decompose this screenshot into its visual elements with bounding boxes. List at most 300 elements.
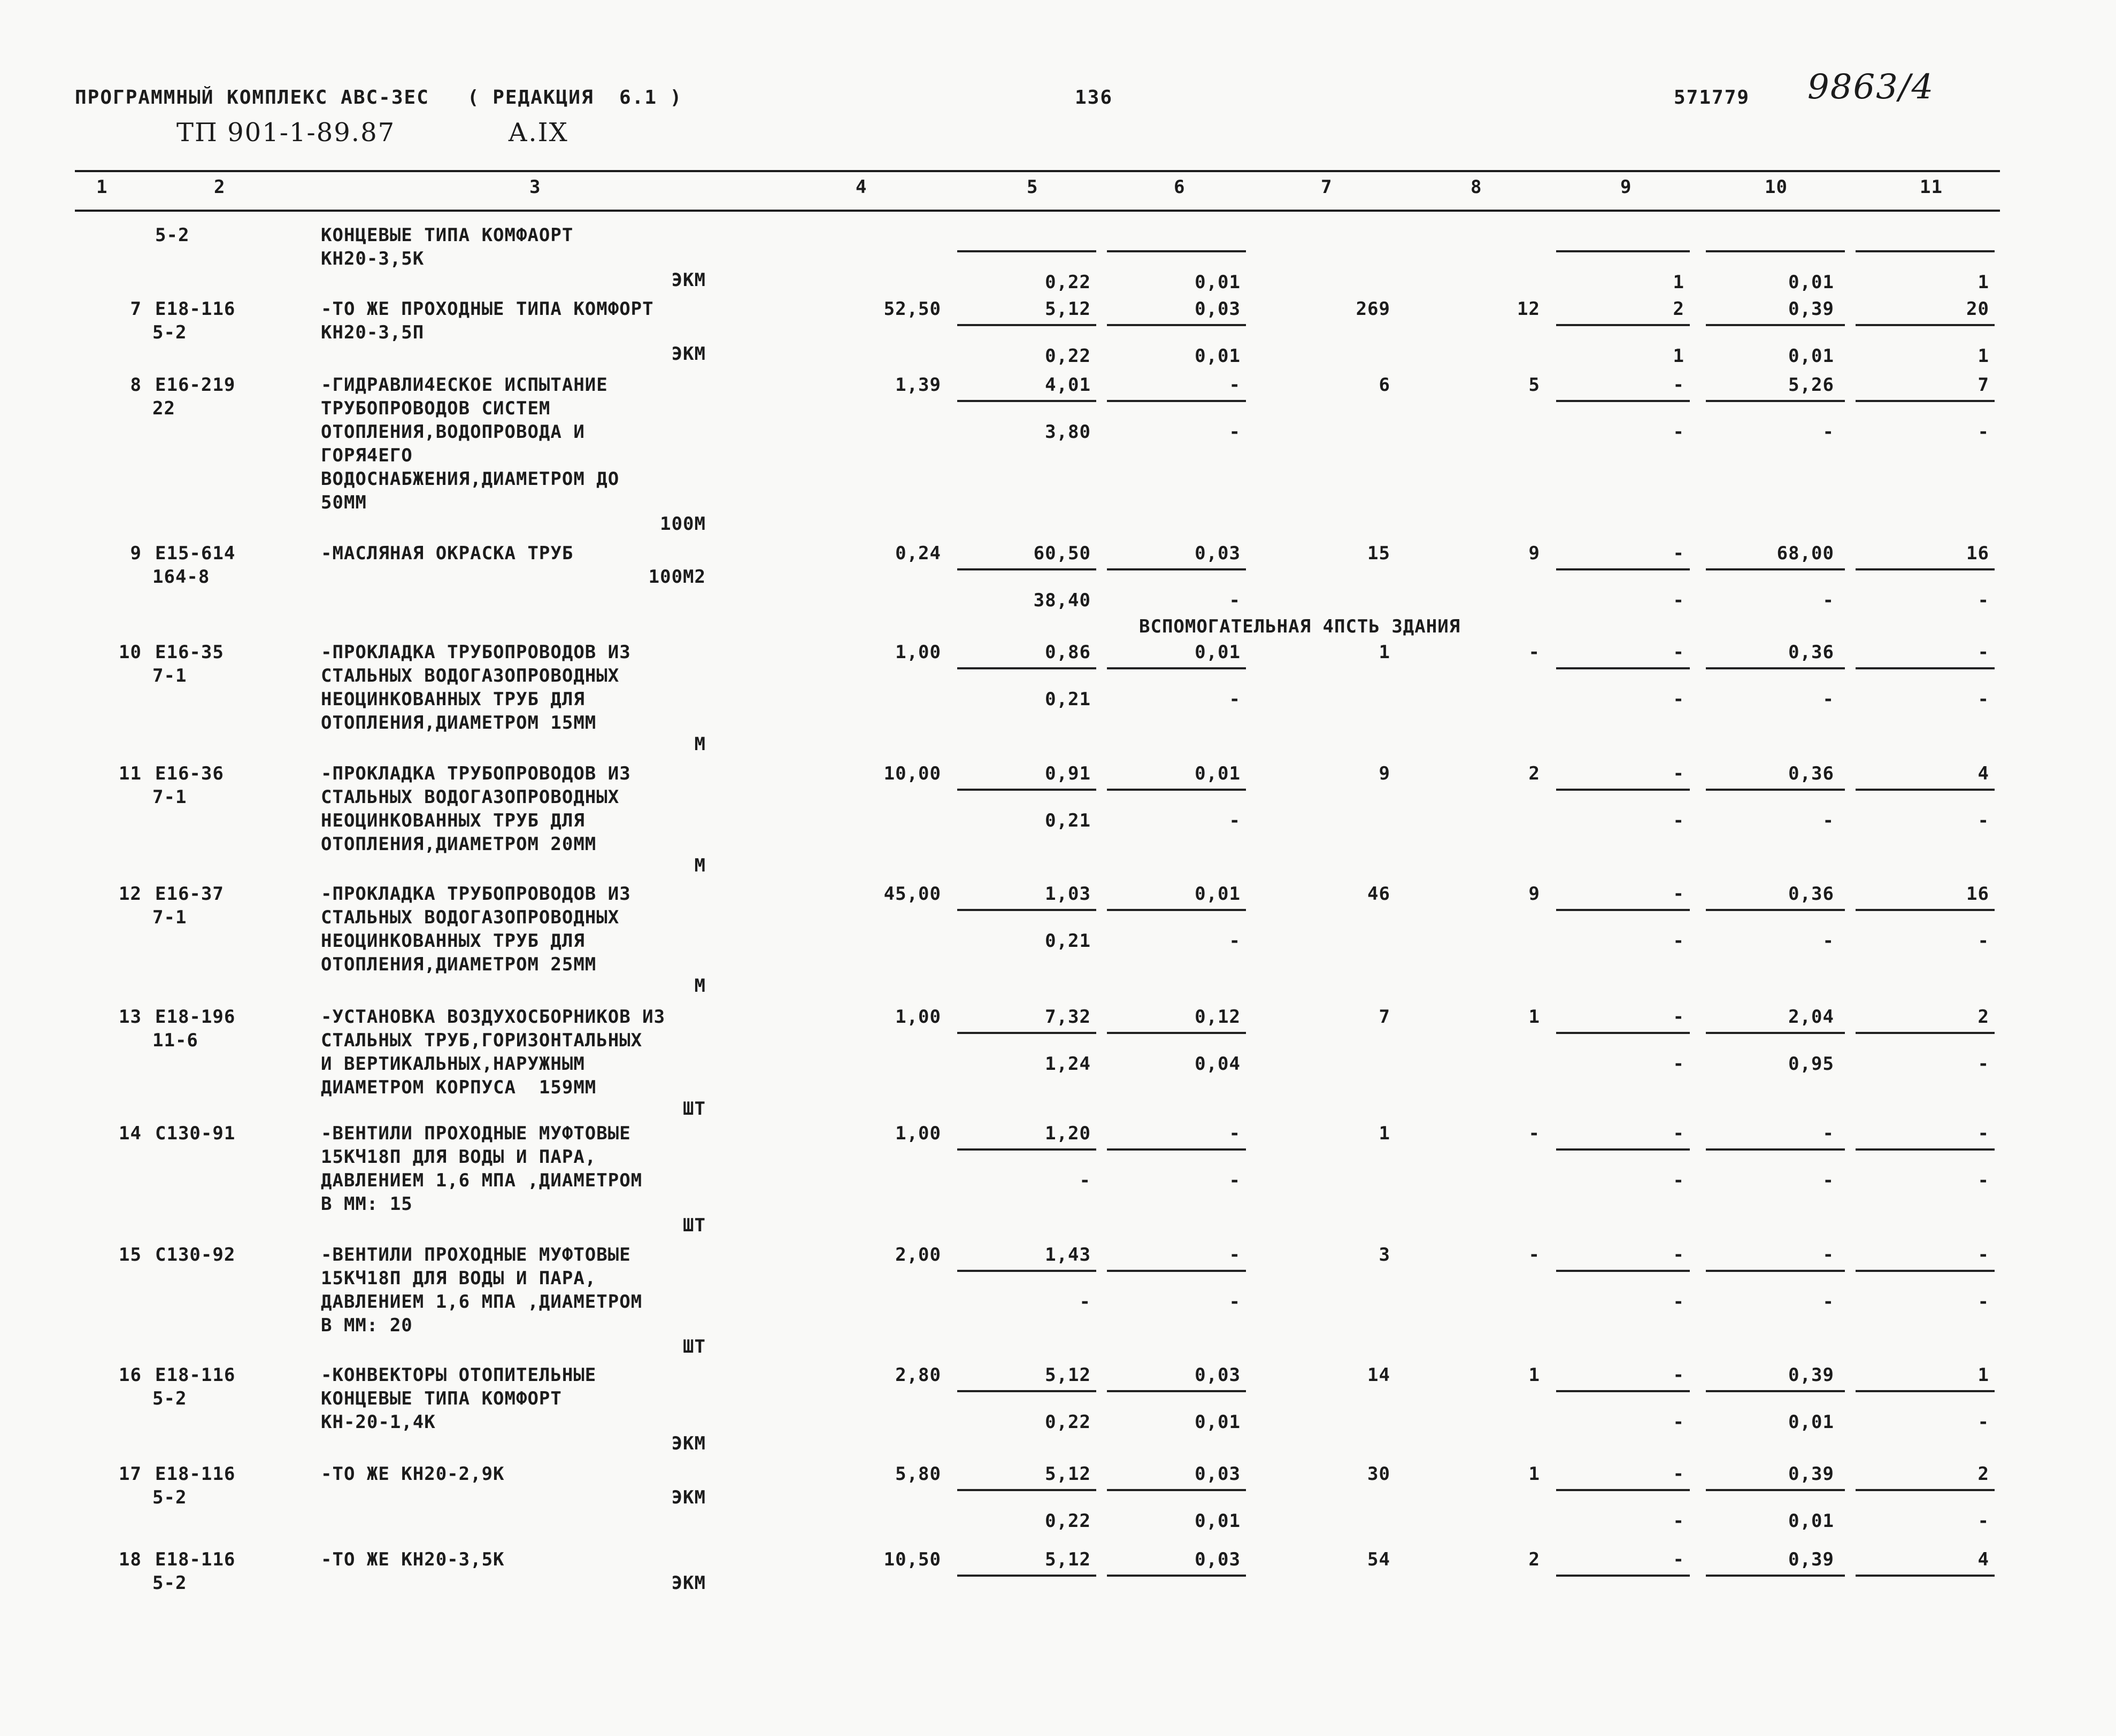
cell-c6-bottom: 0,04 — [1195, 1053, 1241, 1075]
cell-c5-divider — [957, 1148, 1096, 1151]
cell-c6-bottom: - — [1229, 930, 1241, 952]
cell-c6-divider — [1107, 909, 1246, 911]
cell-c10-top: 2,04 — [1788, 1006, 1834, 1028]
cell-c9-top: - — [1673, 1463, 1684, 1485]
cell-c5-top: 4,01 — [1045, 374, 1091, 396]
cell-c5-divider — [957, 1032, 1096, 1034]
row-code: 11-6 — [152, 1030, 198, 1051]
row-code: Е16-35 — [155, 642, 224, 663]
row-number: 16 — [119, 1364, 142, 1386]
cell-c6-bottom: 0,01 — [1195, 345, 1241, 367]
row-number: 12 — [119, 883, 142, 905]
row-unit: 100М — [660, 513, 706, 535]
cell-c9-top: - — [1673, 642, 1684, 663]
cell-c9-divider — [1556, 324, 1690, 326]
cell-c10-top: 5,26 — [1788, 374, 1834, 396]
row-code: 7-1 — [152, 665, 187, 686]
cell-c11-top: 16 — [1966, 543, 1989, 564]
row-description: В ММ: 15 — [321, 1193, 413, 1215]
row-number: 13 — [119, 1006, 142, 1028]
row-description: КОНЦЕВЫЕ ТИПА КОМФОРТ — [321, 1388, 562, 1409]
row-quantity: 0,24 — [895, 543, 941, 564]
cell-c5-bottom: 0,22 — [1045, 1510, 1091, 1532]
row-code: Е18-116 — [155, 1549, 236, 1570]
column-header-8: 8 — [1471, 176, 1482, 198]
row-description: -УСТАНОВКА ВОЗДУХОСБОРНИКОВ ИЗ — [321, 1006, 666, 1028]
cell-c11-divider — [1856, 1148, 1995, 1151]
row-description: -МАСЛЯНАЯ ОКРАСКА ТРУБ — [321, 543, 574, 564]
cell-c5-bottom: 1,24 — [1045, 1053, 1091, 1075]
cell-c5-divider — [957, 1575, 1096, 1577]
cell-c6-divider — [1107, 250, 1246, 252]
row-quantity: 10,00 — [883, 763, 941, 784]
cell-c9-bottom: - — [1673, 1053, 1684, 1075]
row-unit: ЭКМ — [671, 269, 706, 291]
cell-c5-top: 1,20 — [1045, 1123, 1091, 1144]
cell-c7: 30 — [1367, 1463, 1390, 1485]
cell-c6-divider — [1107, 1575, 1246, 1577]
cell-c6-divider — [1107, 1270, 1246, 1272]
column-header-6: 6 — [1174, 176, 1186, 198]
row-code: С130-92 — [155, 1244, 236, 1266]
cell-c6-bottom: - — [1229, 590, 1241, 611]
row-description: ОТОПЛЕНИЯ,ДИАМЕТРОМ 25ММ — [321, 954, 597, 975]
section-note: ВСПОМОГАТЕЛЬНАЯ 4ПСТЬ ЗДАНИЯ — [1139, 616, 1461, 637]
cell-c5-bottom: 0,21 — [1045, 810, 1091, 831]
column-header-11: 11 — [1920, 176, 1943, 198]
cell-c8: 1 — [1528, 1364, 1540, 1386]
cell-c7: 1 — [1379, 642, 1390, 663]
row-code: 5-2 — [152, 1388, 187, 1409]
cell-c10-divider — [1706, 789, 1845, 791]
column-header-1: 1 — [96, 176, 108, 198]
cell-c9-top: - — [1673, 1549, 1684, 1570]
row-description: ОТОПЛЕНИЯ,ДИАМЕТРОМ 15ММ — [321, 712, 597, 734]
row-description: И ВЕРТИКАЛЬНЫХ,НАРУЖНЫМ — [321, 1053, 585, 1075]
row-description: В ММ: 20 — [321, 1315, 413, 1336]
cell-c10-bottom: 0,01 — [1788, 1411, 1834, 1433]
column-header-5: 5 — [1027, 176, 1038, 198]
cell-c11-bottom: - — [1978, 1053, 1989, 1075]
cell-c10-divider — [1706, 667, 1845, 669]
cell-c6-top: - — [1229, 1244, 1241, 1266]
cell-c11-bottom: - — [1978, 1291, 1989, 1313]
cell-c11-bottom: - — [1978, 1411, 1989, 1433]
cell-c9-divider — [1556, 250, 1690, 252]
row-description: 15КЧ18П ДЛЯ ВОДЫ И ПАРА, — [321, 1146, 597, 1168]
row-code: Е16-219 — [155, 374, 236, 396]
cell-c6-divider — [1107, 324, 1246, 326]
cell-c10-top: 0,39 — [1788, 1364, 1834, 1386]
row-description: 15КЧ18П ДЛЯ ВОДЫ И ПАРА, — [321, 1268, 597, 1289]
row-code: Е18-116 — [155, 298, 236, 320]
cell-c10-bottom: 0,95 — [1788, 1053, 1834, 1075]
handwritten-note: 9863/4 — [1807, 67, 1935, 107]
row-code: 7-1 — [152, 786, 187, 808]
cell-c10-divider — [1706, 250, 1845, 252]
cell-c11-bottom: - — [1978, 1510, 1989, 1532]
row-quantity: 1,00 — [895, 1006, 941, 1028]
cell-c5-divider — [957, 400, 1096, 402]
row-description: КН20-3,5П — [321, 322, 425, 343]
row-number: 7 — [130, 298, 142, 320]
cell-c9-bottom: - — [1673, 590, 1684, 611]
cell-c9-bottom: 1 — [1673, 272, 1684, 293]
cell-c11-top: 7 — [1978, 374, 1989, 396]
cell-c11-divider — [1856, 1390, 1995, 1392]
cell-c6-divider — [1107, 568, 1246, 570]
row-description: НЕОЦИНКОВАННЫХ ТРУБ ДЛЯ — [321, 689, 585, 710]
row-code: Е18-116 — [155, 1364, 236, 1386]
row-number: 10 — [119, 642, 142, 663]
row-code: 7-1 — [152, 907, 187, 928]
row-description: ДИАМЕТРОМ КОРПУСА 159ММ — [321, 1077, 597, 1098]
cell-c11-top: - — [1978, 642, 1989, 663]
cell-c9-top: - — [1673, 763, 1684, 784]
row-description: -ПРОКЛАДКА ТРУБОПРОВОДОВ ИЗ — [321, 763, 631, 784]
cell-c10-top: 0,36 — [1788, 763, 1834, 784]
top-rule — [75, 170, 2000, 172]
cell-c7: 54 — [1367, 1549, 1390, 1570]
cell-c6-top: 0,03 — [1195, 298, 1241, 320]
cell-c11-top: 2 — [1978, 1006, 1989, 1028]
row-description: ДАВЛЕНИЕМ 1,6 МПА ,ДИАМЕТРОМ — [321, 1170, 643, 1191]
cell-c8: 2 — [1528, 1549, 1540, 1570]
cell-c10-bottom: - — [1822, 421, 1834, 443]
row-description: ТРУБОПРОВОДОВ СИСТЕМ — [321, 398, 551, 419]
row-code: Е15-614 — [155, 543, 236, 564]
cell-c5-top: 5,12 — [1045, 1364, 1091, 1386]
cell-c5-divider — [957, 667, 1096, 669]
cell-c9-top: - — [1673, 1123, 1684, 1144]
row-code: Е16-36 — [155, 763, 224, 784]
cell-c11-bottom: - — [1978, 689, 1989, 710]
row-code: 164-8 — [152, 566, 210, 588]
cell-c6-top: 0,01 — [1195, 763, 1241, 784]
cell-c6-top: 0,03 — [1195, 543, 1241, 564]
row-description: -ВЕНТИЛИ ПРОХОДНЫЕ МУФТОВЫЕ — [321, 1244, 631, 1266]
cell-c11-bottom: 1 — [1978, 272, 1989, 293]
cell-c5-top: 1,03 — [1045, 883, 1091, 905]
cell-c9-bottom: - — [1673, 1170, 1684, 1191]
cell-c5-bottom: 0,22 — [1045, 345, 1091, 367]
cell-c9-top: - — [1673, 374, 1684, 396]
cell-c10-divider — [1706, 909, 1845, 911]
row-description: -ПРОКЛАДКА ТРУБОПРОВОДОВ ИЗ — [321, 883, 631, 905]
cell-c11-divider — [1856, 1489, 1995, 1491]
row-description: -ТО ЖЕ КН20-2,9К — [321, 1463, 505, 1485]
cell-c5-bottom: 38,40 — [1033, 590, 1091, 611]
row-quantity: 2,80 — [895, 1364, 941, 1386]
album-code: А.IX — [508, 118, 568, 148]
cell-c6-bottom: - — [1229, 1291, 1241, 1313]
cell-c9-divider — [1556, 568, 1690, 570]
cell-c9-bottom: - — [1673, 1510, 1684, 1532]
cell-c5-divider — [957, 568, 1096, 570]
cell-c7: 1 — [1379, 1123, 1390, 1144]
row-quantity: 1,39 — [895, 374, 941, 396]
cell-c10-bottom: - — [1822, 810, 1834, 831]
row-description: 50ММ — [321, 492, 367, 513]
cell-c6-top: 0,03 — [1195, 1364, 1241, 1386]
cell-c5-top: 0,91 — [1045, 763, 1091, 784]
cell-c10-bottom: 0,01 — [1788, 345, 1834, 367]
cell-c9-divider — [1556, 1032, 1690, 1034]
cell-c10-top: 0,39 — [1788, 1549, 1834, 1570]
cell-c11-top: 4 — [1978, 763, 1989, 784]
cell-c10-bottom: - — [1822, 1170, 1834, 1191]
cell-c8: 5 — [1528, 374, 1540, 396]
cell-c5-bottom: - — [1079, 1170, 1091, 1191]
cell-c6-divider — [1107, 1148, 1246, 1151]
cell-c6-divider — [1107, 789, 1246, 791]
cell-c9-divider — [1556, 1489, 1690, 1491]
cell-c5-divider — [957, 324, 1096, 326]
cell-c8: - — [1528, 1123, 1540, 1144]
row-unit: ШТ — [683, 1215, 706, 1236]
cell-c10-divider — [1706, 1148, 1845, 1151]
cell-c9-divider — [1556, 1575, 1690, 1577]
cell-c11-divider — [1856, 909, 1995, 911]
cell-c6-bottom: 0,01 — [1195, 272, 1241, 293]
cell-c10-divider — [1706, 568, 1845, 570]
cell-c11-divider — [1856, 250, 1995, 252]
cell-c9-divider — [1556, 1148, 1690, 1151]
row-description: -ВЕНТИЛИ ПРОХОДНЫЕ МУФТОВЫЕ — [321, 1123, 631, 1144]
row-description: КОНЦЕВЫЕ ТИПА КОМФАОРТ — [321, 225, 574, 246]
column-header-10: 10 — [1765, 176, 1788, 198]
cell-c11-bottom: - — [1978, 590, 1989, 611]
cell-c6-bottom: - — [1229, 421, 1241, 443]
cell-c5-divider — [957, 1270, 1096, 1272]
column-header-4: 4 — [856, 176, 867, 198]
program-title: ПРОГРАММНЫЙ КОМПЛЕКС АВС-3ЕС ( РЕДАКЦИЯ 6.1 ) — [75, 87, 683, 109]
cell-c10-top: 0,36 — [1788, 642, 1834, 663]
row-unit: ЭКМ — [671, 1487, 706, 1508]
row-code: 5-2 — [152, 322, 187, 343]
cell-c6-bottom: 0,01 — [1195, 1411, 1241, 1433]
cell-c6-top: - — [1229, 1123, 1241, 1144]
cell-c6-divider — [1107, 1489, 1246, 1491]
cell-c9-divider — [1556, 1390, 1690, 1392]
cell-c11-top: 20 — [1966, 298, 1989, 320]
row-description: НЕОЦИНКОВАННЫХ ТРУБ ДЛЯ — [321, 810, 585, 831]
cell-c9-bottom: - — [1673, 689, 1684, 710]
row-code: 5-2 — [155, 225, 190, 246]
row-description: ОТОПЛЕНИЯ,ДИАМЕТРОМ 20ММ — [321, 834, 597, 855]
cell-c7: 6 — [1379, 374, 1390, 396]
cell-c11-bottom: - — [1978, 810, 1989, 831]
cell-c11-top: 2 — [1978, 1463, 1989, 1485]
cell-c11-bottom: - — [1978, 421, 1989, 443]
cell-c6-top: 0,01 — [1195, 642, 1241, 663]
row-description: КН20-3,5К — [321, 248, 425, 269]
cell-c9-divider — [1556, 667, 1690, 669]
row-code: Е16-37 — [155, 883, 224, 905]
cell-c10-divider — [1706, 400, 1845, 402]
cell-c5-divider — [957, 1390, 1096, 1392]
row-quantity: 1,00 — [895, 1123, 941, 1144]
cell-c7: 7 — [1379, 1006, 1390, 1028]
cell-c11-divider — [1856, 789, 1995, 791]
row-number: 11 — [119, 763, 142, 784]
cell-c11-top: - — [1978, 1244, 1989, 1266]
cell-c5-divider — [957, 1489, 1096, 1491]
cell-c5-bottom: 0,21 — [1045, 689, 1091, 710]
cell-c9-divider — [1556, 909, 1690, 911]
cell-c10-divider — [1706, 1270, 1845, 1272]
row-description: -КОНВЕКТОРЫ ОТОПИТЕЛЬНЫЕ — [321, 1364, 597, 1386]
cell-c11-bottom: - — [1978, 1170, 1989, 1191]
row-unit: ЭКМ — [671, 1433, 706, 1454]
row-unit: ЭКМ — [671, 343, 706, 365]
cell-c5-top: 60,50 — [1033, 543, 1091, 564]
row-number: 17 — [119, 1463, 142, 1485]
cell-c10-top: 68,00 — [1776, 543, 1834, 564]
row-number: 15 — [119, 1244, 142, 1266]
cell-c10-bottom: - — [1822, 590, 1834, 611]
cell-c10-top: - — [1822, 1244, 1834, 1266]
cell-c6-bottom: - — [1229, 689, 1241, 710]
cell-c8: 9 — [1528, 883, 1540, 905]
row-quantity: 2,00 — [895, 1244, 941, 1266]
cell-c5-bottom: 0,22 — [1045, 272, 1091, 293]
cell-c11-divider — [1856, 400, 1995, 402]
cell-c6-divider — [1107, 667, 1246, 669]
row-quantity: 10,50 — [883, 1549, 941, 1570]
page-number: 136 — [1075, 87, 1113, 109]
cell-c8: 2 — [1528, 763, 1540, 784]
cell-c6-divider — [1107, 1032, 1246, 1034]
cell-c5-divider — [957, 789, 1096, 791]
column-header-3: 3 — [529, 176, 541, 198]
cell-c5-bottom: 0,22 — [1045, 1411, 1091, 1433]
cell-c7: 46 — [1367, 883, 1390, 905]
cell-c11-divider — [1856, 1270, 1995, 1272]
cell-c6-top: - — [1229, 374, 1241, 396]
cell-c6-bottom: 0,01 — [1195, 1510, 1241, 1532]
row-unit: М — [694, 734, 706, 755]
cell-c11-divider — [1856, 568, 1995, 570]
row-description: СТАЛЬНЫХ ВОДОГАЗОПРОВОДНЫХ — [321, 786, 620, 808]
cell-c6-top: 0,03 — [1195, 1549, 1241, 1570]
cell-c9-bottom: - — [1673, 421, 1684, 443]
cell-c10-divider — [1706, 1575, 1845, 1577]
cell-c5-top: 5,12 — [1045, 1549, 1091, 1570]
cell-c10-divider — [1706, 1390, 1845, 1392]
row-description: ДАВЛЕНИЕМ 1,6 МПА ,ДИАМЕТРОМ — [321, 1291, 643, 1313]
row-description: ВОДОСНАБЖЕНИЯ,ДИАМЕТРОМ ДО — [321, 468, 620, 490]
cell-c9-bottom: - — [1673, 1411, 1684, 1433]
cell-c10-bottom: 0,01 — [1788, 1510, 1834, 1532]
cell-c11-divider — [1856, 324, 1995, 326]
row-code: Е18-196 — [155, 1006, 236, 1028]
cell-c5-top: 5,12 — [1045, 298, 1091, 320]
cell-c8: 9 — [1528, 543, 1540, 564]
cell-c9-top: - — [1673, 883, 1684, 905]
cell-c9-divider — [1556, 789, 1690, 791]
cell-c9-bottom: - — [1673, 810, 1684, 831]
cell-c8: 1 — [1528, 1006, 1540, 1028]
row-number: 8 — [130, 374, 142, 396]
cell-c9-top: 2 — [1673, 298, 1684, 320]
row-unit: ШТ — [683, 1336, 706, 1357]
cell-c10-divider — [1706, 1489, 1845, 1491]
cell-c11-divider — [1856, 1575, 1995, 1577]
cell-c9-divider — [1556, 1270, 1690, 1272]
cell-c10-top: - — [1822, 1123, 1834, 1144]
cell-c11-top: - — [1978, 1123, 1989, 1144]
row-description: СТАЛЬНЫХ ВОДОГАЗОПРОВОДНЫХ — [321, 907, 620, 928]
cell-c10-bottom: - — [1822, 1291, 1834, 1313]
cell-c5-divider — [957, 909, 1096, 911]
cell-c9-bottom: 1 — [1673, 345, 1684, 367]
row-description: ОТОПЛЕНИЯ,ВОДОПРОВОДА И — [321, 421, 585, 443]
row-unit: М — [694, 855, 706, 876]
cell-c5-top: 0,86 — [1045, 642, 1091, 663]
cell-c6-divider — [1107, 400, 1246, 402]
cell-c10-top: 0,36 — [1788, 883, 1834, 905]
cell-c10-top: 0,39 — [1788, 298, 1834, 320]
row-quantity: 5,80 — [895, 1463, 941, 1485]
cell-c11-divider — [1856, 1032, 1995, 1034]
cell-c10-top: 0,39 — [1788, 1463, 1834, 1485]
document-number: 571779 — [1674, 87, 1750, 109]
cell-c9-top: - — [1673, 1006, 1684, 1028]
row-code: С130-91 — [155, 1123, 236, 1144]
row-number: 14 — [119, 1123, 142, 1144]
row-description: -ГИДРАВЛИ4ЕСКОЕ ИСПЫТАНИЕ — [321, 374, 608, 396]
cell-c7: 14 — [1367, 1364, 1390, 1386]
row-code: Е18-116 — [155, 1463, 236, 1485]
row-unit: ЭКМ — [671, 1572, 706, 1594]
cell-c7: 3 — [1379, 1244, 1390, 1266]
cell-c8: - — [1528, 642, 1540, 663]
row-number: 18 — [119, 1549, 142, 1570]
cell-c6-top: 0,03 — [1195, 1463, 1241, 1485]
row-description: -ТО ЖЕ ПРОХОДНЫЕ ТИПА КОМФОРТ — [321, 298, 654, 320]
cell-c9-top: - — [1673, 543, 1684, 564]
cell-c6-bottom: - — [1229, 810, 1241, 831]
row-description: СТАЛЬНЫХ ВОДОГАЗОПРОВОДНЫХ — [321, 665, 620, 686]
row-unit: 100М2 — [648, 566, 706, 588]
cell-c9-bottom: - — [1673, 1291, 1684, 1313]
header-rule — [75, 210, 2000, 212]
row-description: КН-20-1,4К — [321, 1411, 436, 1433]
row-description: НЕОЦИНКОВАННЫХ ТРУБ ДЛЯ — [321, 930, 585, 952]
cell-c10-bottom: 0,01 — [1788, 272, 1834, 293]
cell-c9-divider — [1556, 400, 1690, 402]
cell-c11-top: 16 — [1966, 883, 1989, 905]
row-unit: М — [694, 975, 706, 997]
cell-c5-bottom: 0,21 — [1045, 930, 1091, 952]
row-unit: ШТ — [683, 1098, 706, 1120]
cell-c9-top: - — [1673, 1364, 1684, 1386]
cell-c11-top: 1 — [1978, 1364, 1989, 1386]
project-code: ТП 901-1-89.87 — [176, 118, 396, 148]
row-description: СТАЛЬНЫХ ТРУБ,ГОРИЗОНТАЛЬНЫХ — [321, 1030, 643, 1051]
cell-c5-top: 5,12 — [1045, 1463, 1091, 1485]
row-description: -ПРОКЛАДКА ТРУБОПРОВОДОВ ИЗ — [321, 642, 631, 663]
cell-c9-bottom: - — [1673, 930, 1684, 952]
cell-c10-bottom: - — [1822, 689, 1834, 710]
cell-c10-divider — [1706, 324, 1845, 326]
cell-c11-top: 4 — [1978, 1549, 1989, 1570]
cell-c11-bottom: 1 — [1978, 345, 1989, 367]
cell-c6-bottom: - — [1229, 1170, 1241, 1191]
row-code: 5-2 — [152, 1487, 187, 1508]
cell-c10-divider — [1706, 1032, 1845, 1034]
